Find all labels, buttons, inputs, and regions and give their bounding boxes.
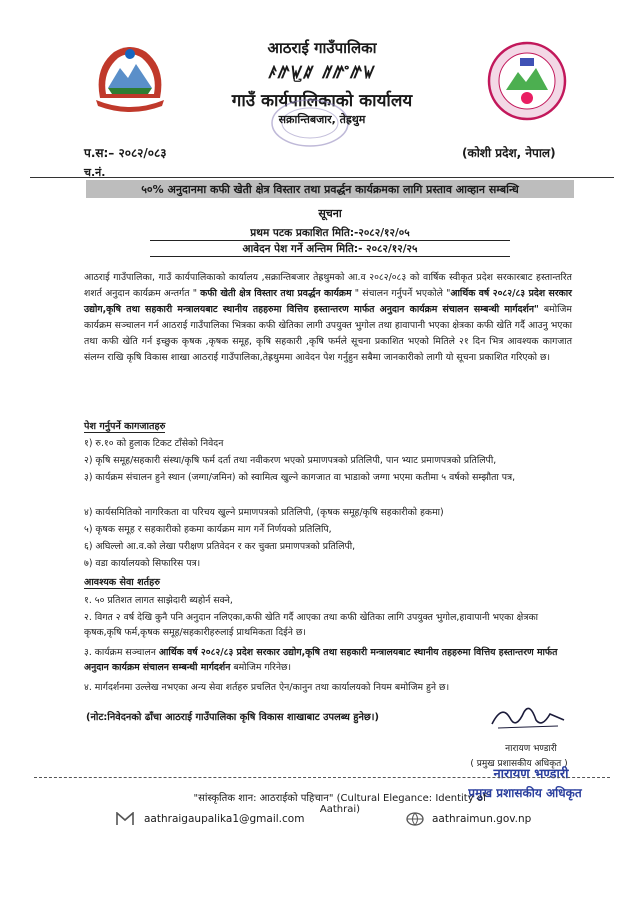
condition-item: १. ५० प्रतिशत लागत साझेदारी ब्यहोर्न सक्ने,	[84, 595, 233, 606]
conditions-heading: आवश्यक सेवा शर्तहरु	[84, 577, 160, 588]
signatory-name: नारायण भण्डारी	[505, 744, 557, 754]
document-item: ३) कार्यक्रम संचालन हुने स्थान (जग्गा/जमिन) को स्वामित्व खुल्ने कागजात वा भाडाको जग्गा भएमा कतीमा ५ वर्षको सम्झौता पत्र,	[84, 472, 516, 483]
condition-item	[84, 645, 570, 675]
footer-divider	[34, 777, 610, 778]
documents-heading: पेश गर्नुपर्ने कागजातहरु	[84, 421, 166, 432]
footer-email[interactable]: aathraigaupalika1@gmail.com	[144, 813, 305, 825]
condition-item: २. विगत २ वर्ष देखि कुनै पनि अनुदान नलिएका,कफी खेति गर्दै आएका तथा कफी खेतिका लागि उपयुक्त भुगोल,हावापानी भएका क्षेत्रका कृषक,कृषि फर्म,कृषक समूह/सहकारीहरुलाई प्राथमिकता दिईने छ।	[84, 612, 539, 638]
document-item: ६) अघिल्लो आ.व.को लेखा परीक्षण प्रतिवेदन र कर चुक्ता प्रमाणपत्रको प्रतिलिपी,	[84, 541, 356, 552]
office-name: गाउँ कार्यपालिकाको कार्यालय	[231, 91, 413, 111]
notice-title: ५०% अनुदानमा कफी खेती क्षेत्र विस्तार तथा प्रवर्द्धन कार्यक्रमका लागि प्रस्ताव आव्हान सम्बन्धि	[141, 183, 519, 196]
application-note: (नोट:निवेदनको ढाँचा आठराई गाउँपालिका कृषि विकास शाखाबाट उपलब्ध हुनेछ।)	[86, 712, 379, 723]
deadline-date: आवेदन पेश गर्ने अन्तिम मिति:- २०८२/१२/२५	[150, 242, 510, 257]
condition-3-bold: आर्थिक वर्ष २०८२/८३ प्रदेश सरकार उद्योग,कृषि तथा सहकारी मन्त्रालयबाट स्थानीय तहहरुमा वित्तिय हस्तान्तरण मार्फत अनुदान कार्यक्रम संचालन सम्बन्धी मार्गदर्शन	[84, 647, 558, 673]
body-bold-1: कफी खेती क्षेत्र विस्तार तथा प्रवर्द्धन कार्यक्रम	[200, 288, 352, 299]
header-divider	[30, 177, 614, 178]
body-text-2: " संचालन गर्नुपर्ने भएकोले "	[351, 288, 451, 299]
condition-3-end: बमोजिम गरिनेछ।	[230, 662, 292, 673]
document-item: ४) कार्यसमितिको नागरिकता वा परिचय खुल्ने प्रमाणपत्रको प्रतिलिपी, (कृषक समूह/कृषि सहकारीको हकमा)	[84, 507, 444, 518]
province-label: (कोशी प्रदेश, नेपाल)	[462, 146, 556, 160]
condition-3-text: ३. कार्यक्रम सञ्चालन	[84, 647, 159, 658]
globe-icon	[406, 812, 424, 826]
document-item: १) रु.१० को हुलाक टिकट टाँसेको निवेदन	[84, 438, 224, 449]
signatory-title: ( प्रमुख प्रशासकीय अधिकृत )	[470, 759, 568, 769]
notice-body	[84, 270, 572, 366]
stamp-title: प्रमुख प्रशासकीय अधिकृत	[468, 786, 582, 800]
dispatch-number: च.नं.	[84, 166, 106, 179]
aathrai-logo-icon	[486, 40, 568, 122]
reference-number: प.स:– २०८२/०८३	[84, 146, 167, 160]
office-address: सक्रान्तिबजार, तेह्रथुम	[278, 113, 366, 126]
org-name: आठराई गाउँपालिका	[267, 39, 377, 57]
body-text-1: आठराई गाउँपालिका, गाउँ कार्यपालिकाको कार्यालय ,सक्रान्तिबजार तेह्रथुमको आ.व २०८२/०८३ को वार्षिक स्वीकृत प्रदेश सरकारबाट हस्तान्तरित शशर्त अनुदान कार्यक्रम अन्तर्गत "	[84, 272, 572, 299]
body-bold-2: आर्थिक वर्ष २०८२/८३ प्रदेश सरकार उद्योग,कृषि तथा सहकारी मन्त्रालयबाट स्थानीय तहहरुमा वित्तिय हस्तान्तरण मार्फत अनुदान कार्यक्रम संचालन सम्बन्धी मार्गदर्शन"	[84, 288, 572, 315]
body-text-3: बमोजिम कार्यक्रम सञ्चालन गर्न आठराई गाउँपालिका भित्रका कफी खेतिका लागी उपयुक्त भुगोल तथा हावापानी भएका क्षेत्रका कफी खेति गर्दै आउनु भएका तथा कफी खेति गर्न इच्छुक कृषक ,कृषक समूह, कृषि सहकारी ,कृषि फर्मले सूचना प्रकाशित भएको मितिले २१ दिन भित्र आवश्यक कागजात संलग्न राखि कृषि विकास शाखा आठराई गाउँपालिका,तेह्रथुममा आवेदन पेश गर्नुहुन सबैमा जानकारीको लागी यो सूचना प्रकाशित गरिएको छ।	[84, 304, 572, 363]
footer-slogan: "सांस्कृतिक शान: आठराईको पहिचान" (Cultural Elegance: Identity of Aathrai)	[193, 793, 487, 815]
org-name-script: ꤰꤼꤿ꤬ꤽ ꥀꤼ꥓ꤼꤿ	[268, 63, 376, 83]
document-item: ५) कृषक समूह र सहकारीको हकमा कार्यक्रम माग गर्ने निर्णयको प्रतिलिपि,	[84, 524, 332, 535]
condition-item: ४. मार्गदर्शनमा उल्लेख नभएका अन्य सेवा शर्तहरु प्रचलित ऐन/कानुन तथा कार्यालयको नियम बमोजिम हुने छ।	[84, 682, 450, 693]
nepal-emblem-icon	[88, 38, 172, 116]
notice-subtitle: सूचना	[318, 207, 342, 220]
mail-icon	[116, 812, 134, 826]
document-item: ७) वडा कार्यालयको सिफारिस पत्र।	[84, 558, 201, 569]
footer-website[interactable]: aathraimun.gov.np	[432, 813, 532, 825]
published-date: प्रथम पटक प्रकाशित मिति:-२०८२/१२/०५	[150, 226, 510, 241]
document-item: २) कृषि समूह/सहकारी संस्था/कृषि फर्म दर्ता तथा नवीकरण भएको प्रमाणपत्रको प्रतिलिपी, पान भ्याट प्रमाणपत्रको प्रतिलिपी,	[84, 455, 497, 466]
signature-icon	[488, 700, 568, 734]
stamp-name: नारायण भण्डारी	[493, 767, 569, 782]
